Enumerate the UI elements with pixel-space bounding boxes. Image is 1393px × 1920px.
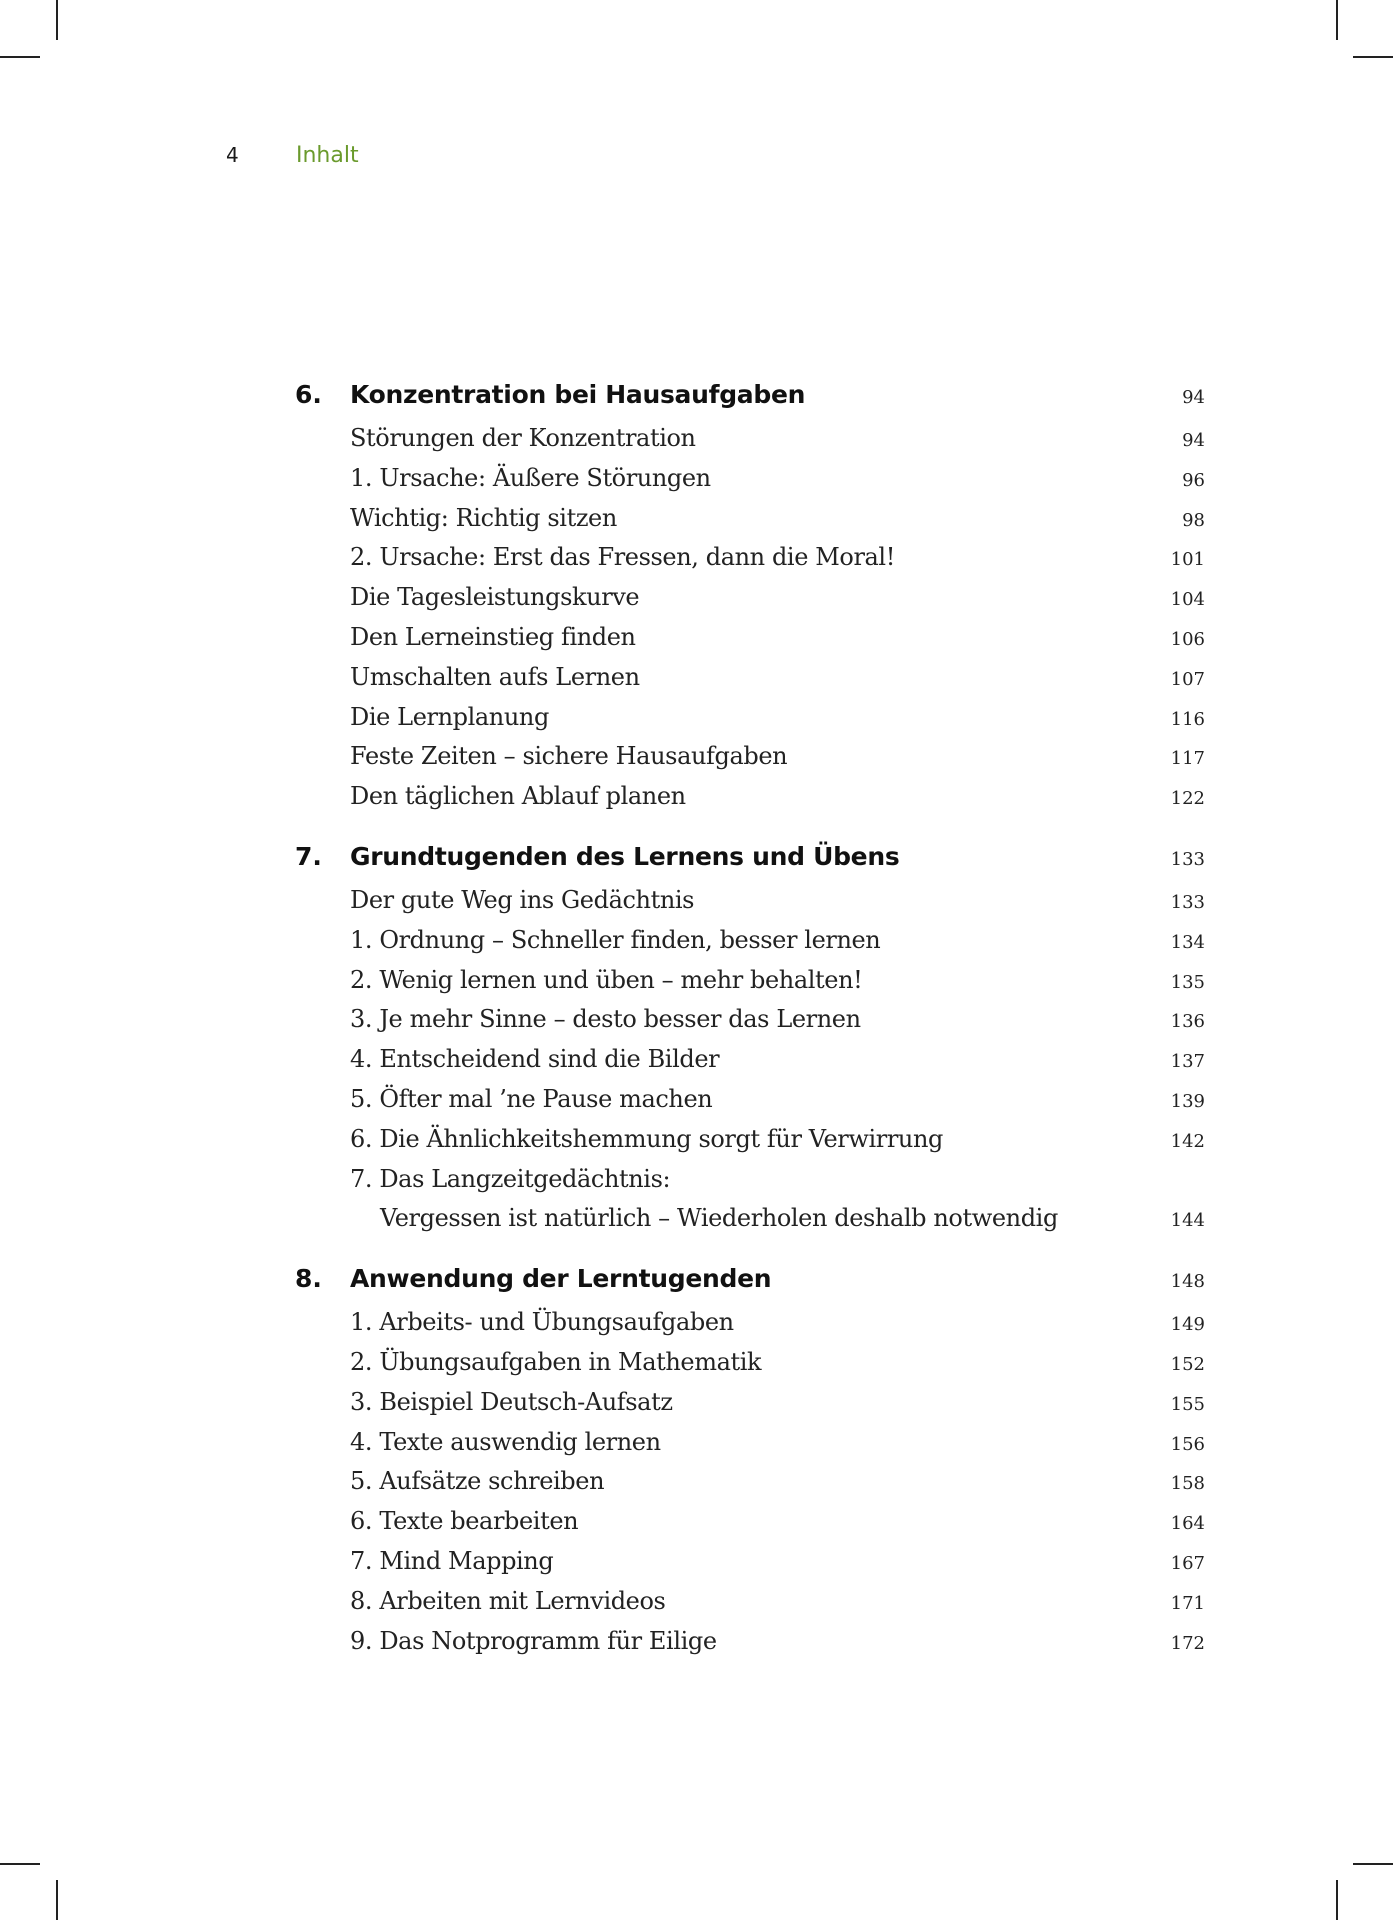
entry-title: 6. Die Ähnlichkeitshemmung sorgt für Verwirrung bbox=[350, 1124, 944, 1153]
chapter-8 bbox=[295, 1264, 1205, 1666]
chapter-heading[interactable] bbox=[295, 842, 1205, 886]
entry-page: 98 bbox=[1182, 509, 1205, 531]
entry-title: 7. Das Langzeitgedächtnis: bbox=[350, 1164, 671, 1193]
chapter-heading[interactable] bbox=[295, 1264, 1205, 1308]
entry-page: 116 bbox=[1170, 708, 1205, 730]
chapter-7 bbox=[295, 842, 1205, 1244]
chapter-6 bbox=[295, 380, 1205, 822]
toc-entry[interactable] bbox=[295, 1085, 1205, 1125]
entry-page: 158 bbox=[1170, 1473, 1205, 1495]
entry-page: 172 bbox=[1170, 1632, 1205, 1654]
entry-title: Wichtig: Richtig sitzen bbox=[350, 503, 617, 532]
running-head bbox=[226, 143, 359, 175]
toc-entry[interactable] bbox=[295, 1308, 1205, 1348]
entry-page: 156 bbox=[1170, 1433, 1205, 1455]
toc-entry[interactable] bbox=[295, 1045, 1205, 1085]
toc-entry[interactable] bbox=[295, 464, 1205, 504]
entry-page: 117 bbox=[1170, 748, 1205, 770]
toc-entry[interactable] bbox=[295, 623, 1205, 663]
entry-page: 106 bbox=[1170, 628, 1205, 650]
toc-entry[interactable] bbox=[295, 543, 1205, 583]
entry-page: 107 bbox=[1170, 668, 1205, 690]
chapter-number: 7. bbox=[295, 841, 322, 871]
entry-title: 2. Wenig lernen und üben – mehr behalten! bbox=[350, 965, 863, 994]
entry-title: Die Tagesleistungskurve bbox=[350, 583, 640, 612]
entry-title: 7. Mind Mapping bbox=[350, 1546, 554, 1575]
entry-page: 101 bbox=[1170, 549, 1205, 571]
entry-title: 3. Beispiel Deutsch-Aufsatz bbox=[350, 1387, 673, 1416]
entry-page: 96 bbox=[1182, 469, 1205, 491]
toc-entry[interactable] bbox=[295, 1005, 1205, 1045]
entry-page: 164 bbox=[1170, 1513, 1205, 1535]
chapter-title: Konzentration bei Hausaufgaben bbox=[350, 380, 806, 409]
toc-entry[interactable] bbox=[295, 1507, 1205, 1547]
toc-entry[interactable] bbox=[295, 966, 1205, 1006]
entry-title: 9. Das Notprogramm für Eilige bbox=[350, 1626, 717, 1655]
toc-entry[interactable] bbox=[295, 926, 1205, 966]
crop-mark bbox=[1336, 0, 1338, 40]
entry-title: 4. Texte auswendig lernen bbox=[350, 1427, 661, 1456]
chapter-page: 94 bbox=[1182, 387, 1205, 408]
crop-mark bbox=[1336, 1880, 1338, 1920]
crop-mark bbox=[0, 56, 40, 58]
toc-entry[interactable] bbox=[295, 663, 1205, 703]
entry-page: 134 bbox=[1170, 931, 1205, 953]
entry-page: 104 bbox=[1170, 589, 1205, 611]
toc-entry[interactable] bbox=[295, 1388, 1205, 1428]
entry-title: Der gute Weg ins Gedächtnis bbox=[350, 885, 695, 914]
entry-title: 1. Ordnung – Schneller finden, besser lernen bbox=[350, 925, 881, 954]
entry-title: 1. Ursache: Äußere Störungen bbox=[350, 463, 711, 492]
entry-title: Umschalten aufs Lernen bbox=[350, 662, 640, 691]
entry-title: Vergessen ist natürlich – Wiederholen deshalb notwendig bbox=[380, 1204, 1058, 1233]
entry-title: 3. Je mehr Sinne – desto besser das Lernen bbox=[350, 1005, 861, 1034]
entry-title: 2. Übungsaufgaben in Mathematik bbox=[350, 1347, 762, 1376]
toc-entry[interactable] bbox=[295, 886, 1205, 926]
entry-page: 142 bbox=[1170, 1130, 1205, 1152]
entry-title: 6. Texte bearbeiten bbox=[350, 1507, 579, 1536]
toc-entry[interactable] bbox=[295, 1587, 1205, 1627]
crop-mark bbox=[0, 1863, 40, 1865]
entry-title: Feste Zeiten – sichere Hausaufgaben bbox=[350, 742, 788, 771]
entry-page: 155 bbox=[1170, 1393, 1205, 1415]
toc-entry[interactable] bbox=[295, 583, 1205, 623]
page-number: 4 bbox=[226, 143, 239, 167]
crop-mark bbox=[1353, 1863, 1393, 1865]
toc-entry-continuation[interactable] bbox=[295, 1204, 1205, 1244]
toc-entry[interactable] bbox=[295, 424, 1205, 464]
chapter-title: Grundtugenden des Lernens und Übens bbox=[350, 841, 900, 871]
crop-mark bbox=[1353, 56, 1393, 58]
entry-page: 135 bbox=[1170, 971, 1205, 993]
toc-entry[interactable] bbox=[295, 703, 1205, 743]
toc-entry[interactable] bbox=[295, 1547, 1205, 1587]
toc-entry[interactable] bbox=[295, 1428, 1205, 1468]
entry-page: 133 bbox=[1170, 891, 1205, 913]
crop-mark bbox=[56, 0, 58, 40]
entry-title: 1. Arbeits- und Übungsaufgaben bbox=[350, 1308, 734, 1337]
entry-page: 137 bbox=[1170, 1051, 1205, 1073]
entry-page: 94 bbox=[1182, 430, 1205, 451]
chapter-number: 8. bbox=[295, 1264, 322, 1294]
entry-page: 139 bbox=[1170, 1090, 1205, 1112]
entry-title: 2. Ursache: Erst das Fressen, dann die Moral! bbox=[350, 543, 895, 572]
toc-entry[interactable] bbox=[295, 782, 1205, 822]
toc-entry[interactable] bbox=[295, 1348, 1205, 1388]
entry-title: Störungen der Konzentration bbox=[350, 424, 696, 452]
toc-entry[interactable] bbox=[295, 1125, 1205, 1165]
entry-title: 5. Aufsätze schreiben bbox=[350, 1467, 605, 1496]
chapter-heading[interactable] bbox=[295, 380, 1205, 424]
chapter-page: 148 bbox=[1170, 1271, 1205, 1293]
entry-page: 171 bbox=[1170, 1592, 1205, 1614]
entry-page: 144 bbox=[1170, 1210, 1205, 1232]
entry-page: 149 bbox=[1170, 1314, 1205, 1336]
entry-title: 8. Arbeiten mit Lernvideos bbox=[350, 1586, 666, 1615]
table-of-contents bbox=[295, 380, 1205, 1686]
chapter-title: Anwendung der Lerntugenden bbox=[350, 1264, 772, 1294]
entry-title: 4. Entscheidend sind die Bilder bbox=[350, 1045, 720, 1074]
entry-page: 136 bbox=[1170, 1011, 1205, 1033]
crop-mark bbox=[56, 1880, 58, 1920]
toc-entry[interactable] bbox=[295, 742, 1205, 782]
entry-page: 167 bbox=[1170, 1552, 1205, 1574]
entry-title: 5. Öfter mal ’ne Pause machen bbox=[350, 1084, 713, 1113]
toc-entry[interactable] bbox=[295, 1165, 1205, 1205]
toc-entry[interactable] bbox=[295, 1627, 1205, 1667]
toc-entry[interactable] bbox=[295, 504, 1205, 544]
chapter-page: 133 bbox=[1170, 848, 1205, 870]
entry-title: Den Lerneinstieg finden bbox=[350, 622, 636, 651]
entry-page: 122 bbox=[1170, 788, 1205, 810]
toc-entry[interactable] bbox=[295, 1467, 1205, 1507]
chapter-number: 6. bbox=[295, 380, 322, 409]
entry-title: Den täglichen Ablauf planen bbox=[350, 782, 686, 811]
section-title: Inhalt bbox=[296, 143, 359, 168]
entry-title: Die Lernplanung bbox=[350, 702, 549, 731]
entry-page: 152 bbox=[1170, 1353, 1205, 1375]
